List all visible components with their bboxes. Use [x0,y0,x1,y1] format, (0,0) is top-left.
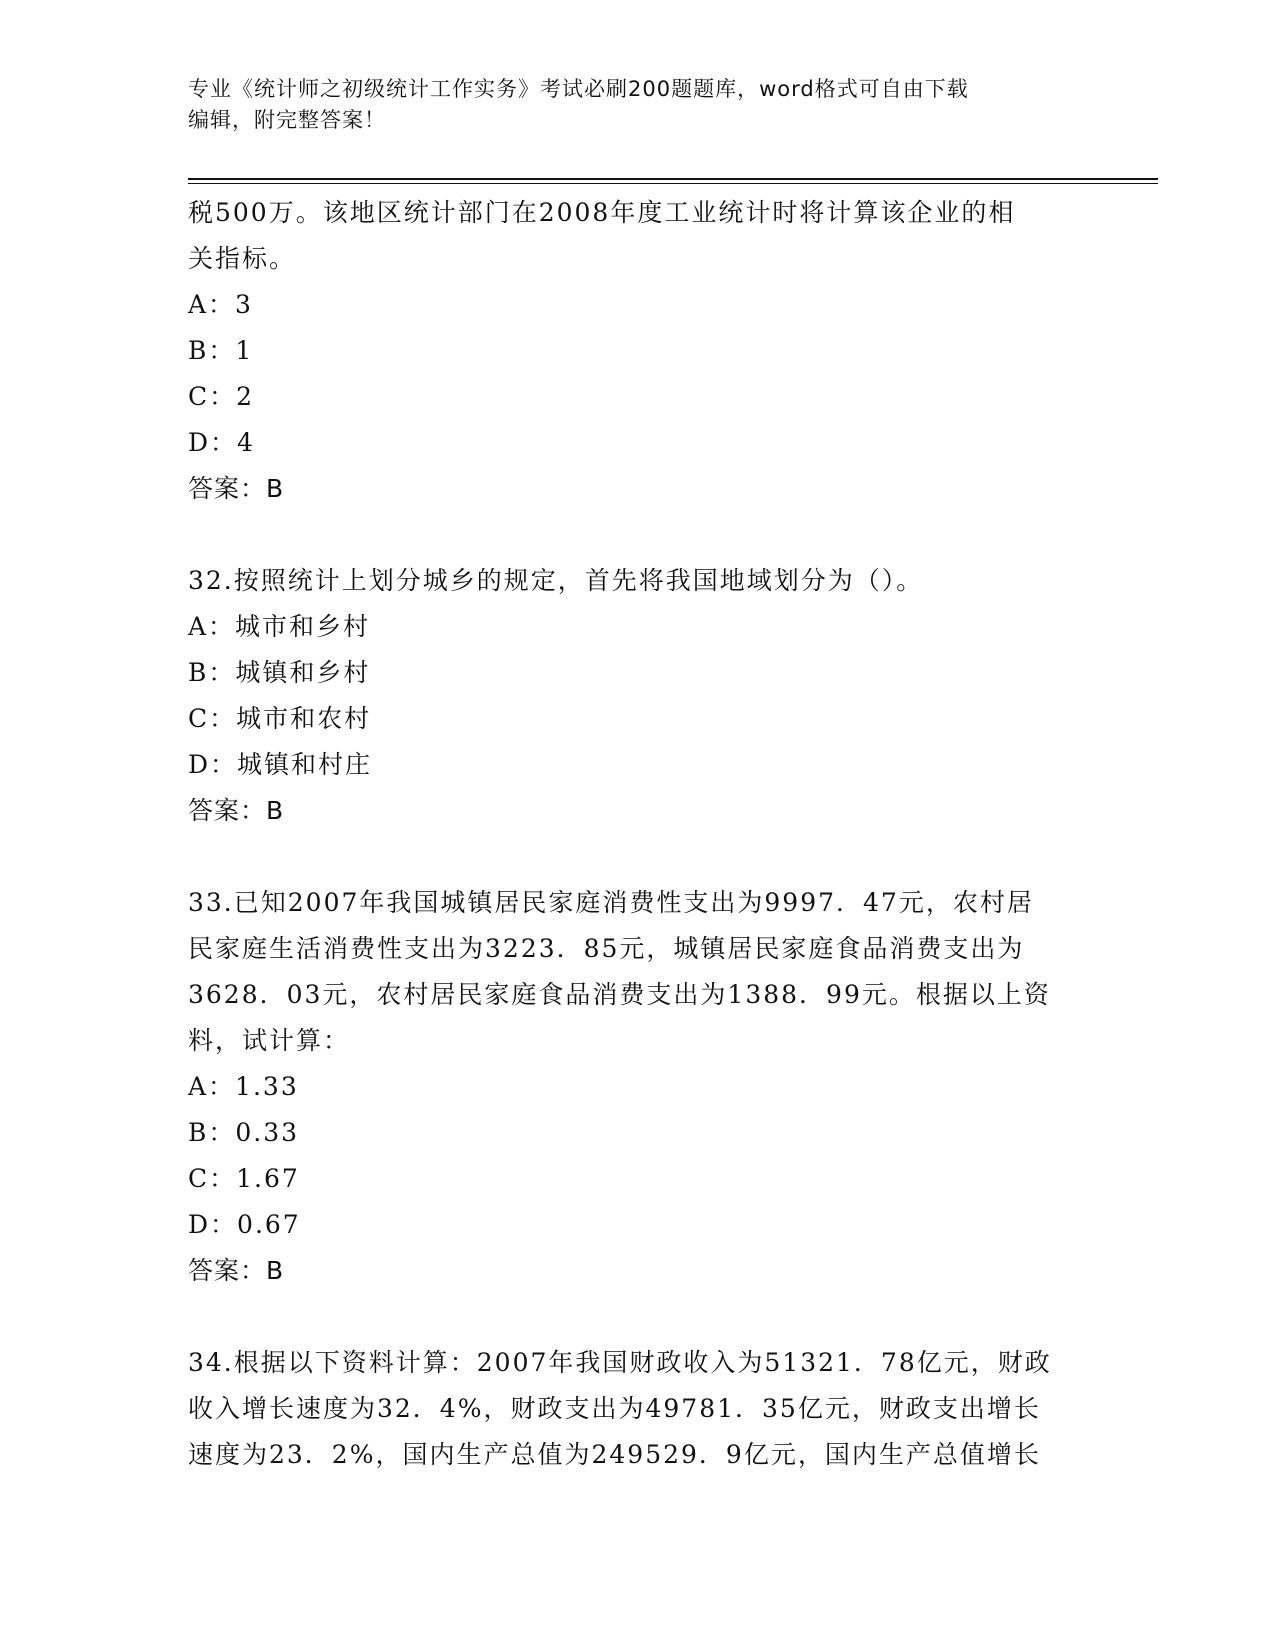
answer: 答案：B [188,1256,285,1285]
option-b: B：城镇和乡村 [188,658,371,687]
question-text-line: 关指标。 [188,244,297,273]
header-divider [188,178,1158,180]
option-d: D：4 [188,428,255,457]
option-b: B：1 [188,336,254,365]
question-text-line: 税500万。该地区统计部门在2008年度工业统计时将计算该企业的相 [188,198,1016,227]
option-d: D：0.67 [188,1210,301,1239]
option-c: C：城市和农村 [188,704,372,733]
document-body [188,190,1088,1478]
question-31-continued [188,190,1088,512]
question-32 [188,558,1088,834]
answer: 答案：B [188,796,285,825]
option-a: A：城市和乡村 [188,612,371,641]
question-text-line: 收入增长速度为32．4%，财政支出为49781．35亿元，财政支出增长 [188,1394,1041,1423]
question-text-line: 33.已知2007年我国城镇居民家庭消费性支出为9997．47元，农村居 [188,888,1034,917]
question-33 [188,880,1088,1294]
question-text-line: 34.根据以下资料计算：2007年我国财政收入为51321．78亿元，财政 [188,1348,1052,1377]
document-header [188,74,1088,136]
question-34 [188,1340,1088,1478]
header-divider-thin [188,183,1158,184]
option-d: D：城镇和村庄 [188,750,373,779]
answer: 答案：B [188,474,285,503]
header-line-2: 编辑，附完整答案！ [188,108,386,132]
option-b: B：0.33 [188,1118,300,1147]
option-a: A：1.33 [188,1072,299,1101]
option-c: C：2 [188,382,255,411]
header-line-1: 专业《统计师之初级统计工作实务》考试必刷200题题库，word格式可自由下载 [188,77,969,101]
question-text-line: 32.按照统计上划分城乡的规定，首先将我国地域划分为（）。 [188,566,924,595]
question-text-line: 速度为23．2%，国内生产总值为249529．9亿元，国内生产总值增长 [188,1440,1041,1469]
question-text-line: 3628．03元，农村居民家庭食品消费支出为1388．99元。根据以上资 [188,980,1051,1009]
question-text-line: 料，试计算： [188,1026,351,1055]
option-a: A：3 [188,290,253,319]
question-text-line: 民家庭生活消费性支出为3223．85元，城镇居民家庭食品消费支出为 [188,934,1025,963]
option-c: C：1.67 [188,1164,300,1193]
